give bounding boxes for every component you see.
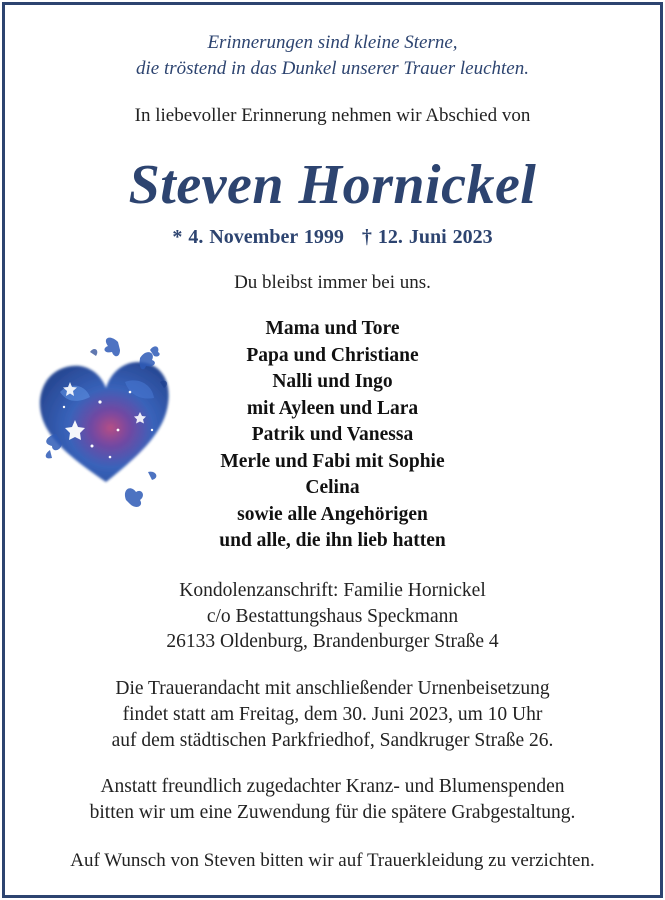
- address-line-1: Kondolenzanschrift: Familie Hornickel: [179, 580, 486, 601]
- donation-line-2: bitten wir um eine Zuwendung für die spätere Grabgestaltung.: [89, 802, 576, 823]
- death-date: † 12. Juni 2023: [361, 226, 493, 248]
- birth-date: * 4. November 1999: [172, 226, 344, 248]
- quote-line-2: die tröstend in das Dunkel unserer Trauer leuchten.: [136, 58, 529, 79]
- deceased-name: Steven Hornickel: [128, 154, 537, 216]
- dress-code-wish: Auf Wunsch von Steven bitten wir auf Trauerkleidung zu verzichten.: [70, 850, 595, 871]
- mourner-line: und alle, die ihn lieb hatten: [219, 530, 446, 551]
- mourner-line: Nalli und Ingo: [272, 371, 393, 392]
- life-dates: [0, 224, 665, 250]
- donation-request: [0, 774, 665, 826]
- quote-line-1: Erinnerungen sind kleine Sterne,: [207, 32, 458, 53]
- service-line-1: Die Trauerandacht mit anschließender Urnenbeisetzung: [115, 678, 550, 699]
- service-line-2: findet statt am Freitag, dem 30. Juni 2023, um 10 Uhr: [122, 704, 543, 725]
- opening-quote: [0, 30, 665, 82]
- mourner-line: Merle und Fabi mit Sophie: [220, 450, 445, 472]
- address-line-3: 26133 Oldenburg, Brandenburger Straße 4: [166, 631, 499, 652]
- donation-line-1: Anstatt freundlich zugedachter Kranz- und Blumenspenden: [100, 776, 565, 797]
- mourners-list: [0, 316, 665, 555]
- mourner-line: sowie alle Angehörigen: [237, 503, 428, 525]
- address-line-2: c/o Bestattungshaus Speckmann: [206, 605, 459, 627]
- service-line-3: auf dem städtischen Parkfriedhof, Sandkruger Straße 26.: [111, 730, 554, 751]
- intro-text: In liebevoller Erinnerung nehmen wir Abschied von: [134, 105, 531, 126]
- mourner-line: Celina: [305, 477, 360, 498]
- condolence-address: [0, 578, 665, 655]
- mourner-line: Mama und Tore: [265, 318, 400, 339]
- mourner-line: mit Ayleen und Lara: [246, 397, 419, 419]
- mourner-line: Patrik und Vanessa: [251, 424, 414, 445]
- mourner-line: Papa und Christiane: [246, 344, 419, 366]
- service-info: [0, 676, 665, 754]
- motto: Du bleibst immer bei uns.: [234, 272, 431, 293]
